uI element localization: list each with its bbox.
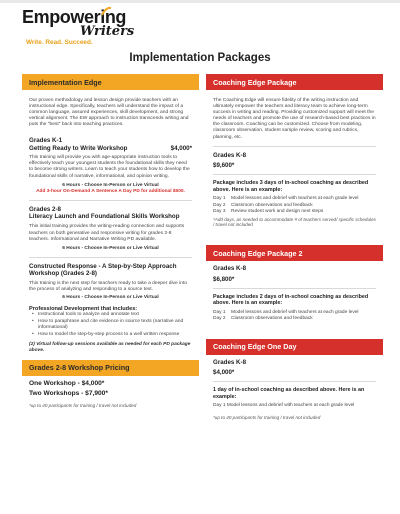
cep2-days	[206, 310, 383, 323]
workshop-cr-name: Constructed Response - A Step-by-Step Approach Workshop (Grades 2-8)	[29, 262, 177, 278]
ced-grade: Grades K-8	[213, 358, 247, 366]
cep2-grade: Grades K-8	[213, 265, 247, 273]
workshop-28-note: 6 Hours - Choose In-Person or Live Virtual	[62, 245, 159, 251]
divider	[213, 146, 376, 147]
workshop-k1-addon: Add 3-hour On-Demand A Sentence A Day PD for additional $500.	[36, 188, 185, 194]
ced-fine-print: *up to 40 participants for training / travel not included	[213, 414, 321, 420]
logo-swoosh-icon	[100, 6, 112, 18]
cep2-price: $6,800*	[213, 275, 235, 283]
ced-day: Day 1 Model lessons and debrief with teachers at each grade level	[213, 403, 355, 409]
top-rule	[0, 0, 400, 3]
ced-price: $4,000*	[213, 369, 235, 377]
pricing-two: Two Workshops - $7,900*	[29, 389, 108, 397]
pd-item: • How to paraphrase and cite evidence in source texts (narrative and informational)	[38, 319, 192, 331]
pd-list	[22, 312, 199, 338]
ced-band: Coaching Edge One Day	[206, 339, 383, 355]
workshop-28-grade: Grades 2-8	[29, 205, 61, 213]
cep-day: Day 2 Classroom observations and feedback	[213, 202, 313, 208]
implementation-edge-band: Implementation Edge	[22, 74, 199, 90]
logo-name-line1: Empowering	[22, 7, 127, 27]
cep2-heading: Package includes 2 days of in-school coaching as described above. Here is an example:	[213, 293, 369, 307]
logo	[22, 7, 135, 50]
workshop-cr-desc: This training is the next step for teachers ready to take a deeper dive into the process of analyzing and responding to a source text.	[29, 280, 187, 292]
coaching-intro: The Coaching Edge will ensure fidelity of the writing instruction and ultimately empower the teachers and literacy team to achieve long-term success in writing and reading. Providing customized support will meet the needs of teachers and promote the use of research-based best practices in the classroom. Coaching can be customized. Choose from modeling, classroom observation, student sample review, scoring and rubrics, planning, etc.	[213, 98, 376, 140]
implementation-intro: Our proven methodology and lesson design provide teachers with an instructional edge. Specifically, teachers will understand the impact of a common language, assured experiences, skill development, and strong vertical alignment. The EW approach to instruction transcends writing and puts the "best" back into teaching practices.	[29, 98, 189, 128]
workshop-28-desc: This initial training provides the writing-reading connection and supports teachers on both generative and responsive writing for grades 2-8 teachers. Informational and Narrative Writing PD available.	[29, 224, 185, 242]
workshop-k1-grade: Grades K-1	[29, 137, 63, 145]
pd-followup: (2) Virtual follow-up sessions available as needed for each PD package above.	[29, 341, 191, 353]
cep-price: $9,600*	[213, 162, 235, 170]
pricing-band: Grades 2-8 Workshop Pricing	[22, 360, 199, 376]
divider	[29, 200, 192, 201]
workshop-cr-note: 6 Hours - Choose In-Person or Live Virtual	[62, 294, 159, 300]
workshop-k1-note: 6 Hours - Choose In-Person or Live Virtual	[62, 182, 159, 188]
logo-name-line2: Writers	[80, 24, 135, 39]
workshop-28-name: Literacy Launch and Foundational Skills Workshop	[29, 213, 180, 221]
divider	[29, 257, 192, 258]
logo-tagline: Write. Read. Succeed.	[26, 39, 93, 46]
cep-heading: Package includes 3 days of in-school coaching as described above. Here is an example:	[213, 180, 369, 193]
cep-fine-print: *Add days, as needed to accommodate # of teachers served/ specific schedules / travel not included	[213, 217, 376, 228]
pd-item: • How to model the step-by-step process to a well written response	[38, 332, 192, 338]
pricing-one: One Workshop - $4,000*	[29, 379, 105, 387]
pd-heading: Professional Development that includes:	[29, 305, 138, 312]
left-column	[22, 74, 199, 408]
cep2-day: Day 1 Model lessons and debrief with teachers at each grade level	[213, 310, 359, 316]
ced-heading: 1 day of in-school coaching as described above. Here is an example:	[213, 387, 365, 400]
pricing-fine-print: *up to 40 participants for training / travel not included	[29, 402, 137, 408]
cep-grade: Grades K-8	[213, 151, 247, 159]
workshop-k1-price: $4,000*	[170, 145, 192, 153]
right-column	[206, 74, 383, 420]
workshop-k1-header	[22, 137, 199, 152]
coaching-edge-band: Coaching Edge Package	[206, 74, 383, 90]
cep-days	[206, 196, 383, 215]
cep2-band: Coaching Edge Package 2	[206, 245, 383, 261]
divider	[213, 174, 376, 175]
workshop-k1-desc: This training will provide you with age-appropriate instruction tools to effectively teach your youngest students the foundational skills they need to become strong writers. Learn to teach your students how to develop the foundational skills of narrative, informational, and opinion writing.	[29, 155, 190, 179]
divider	[213, 381, 376, 382]
cep-day: Day 3 Review student work and design next steps	[213, 209, 324, 215]
pd-item: • Instructional tools to analyze and annotate text	[38, 312, 192, 318]
cep2-day: Day 2 Classroom observations and feedback	[213, 316, 313, 322]
workshop-k1-name: Getting Ready to Write Workshop	[29, 144, 128, 152]
cep-day: Day 1 Model lessons and debrief with teachers at each grade level	[213, 196, 359, 202]
divider	[213, 288, 376, 289]
page-title: Implementation Packages	[129, 52, 271, 64]
